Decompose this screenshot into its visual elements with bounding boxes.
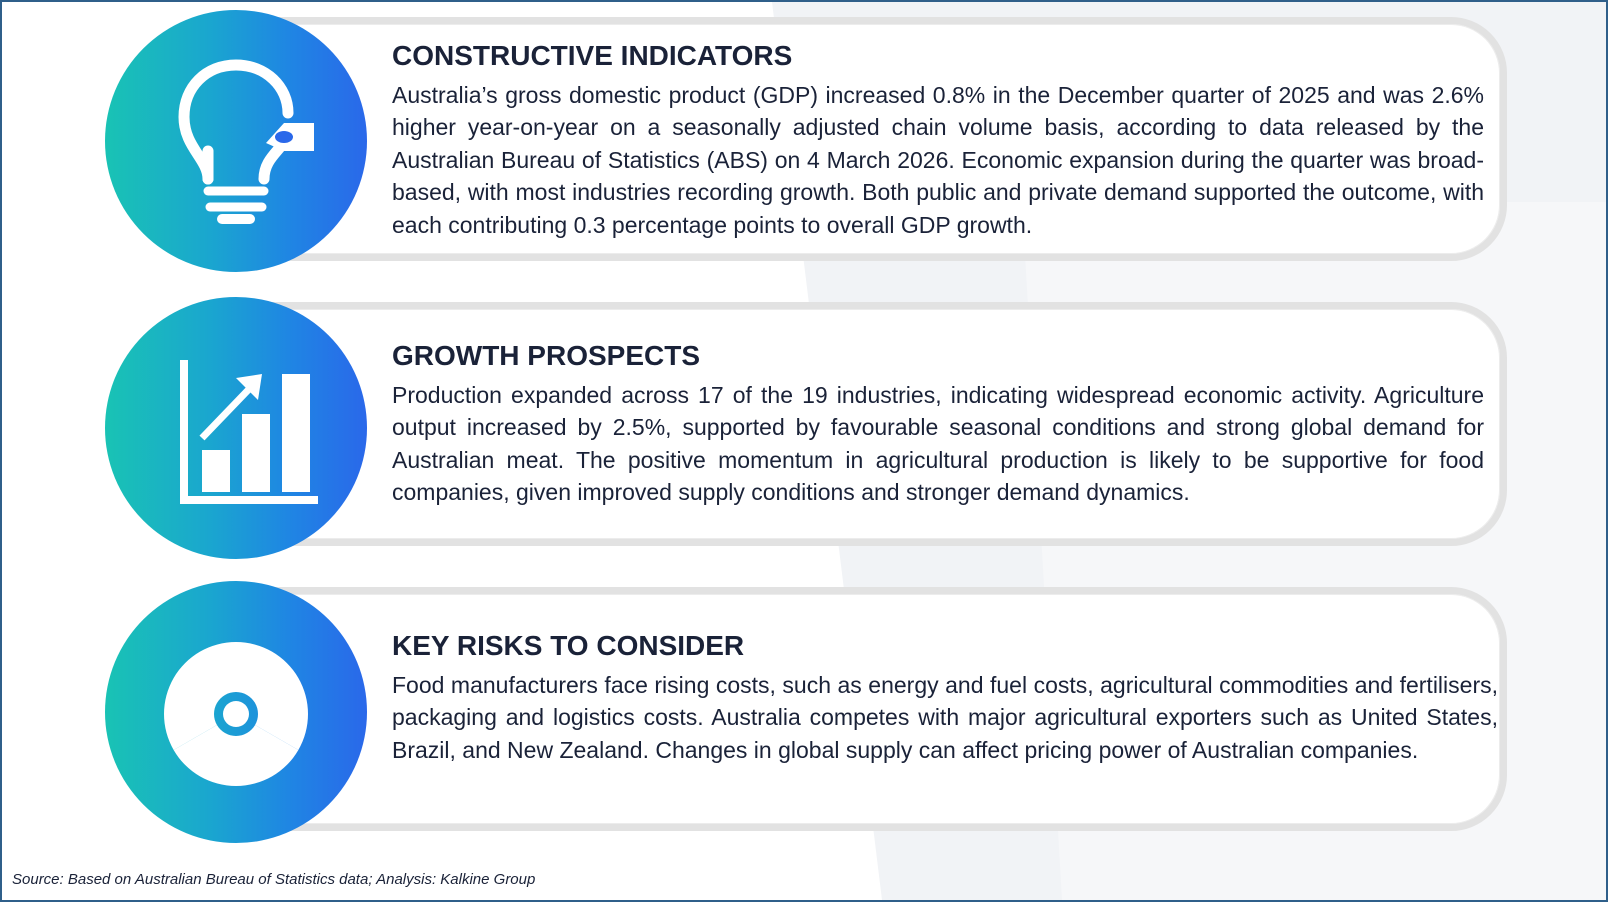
section-icon-circle bbox=[105, 581, 367, 843]
section-title: GROWTH PROSPECTS bbox=[392, 340, 701, 371]
section-content bbox=[392, 629, 1498, 766]
section-title: KEY RISKS TO CONSIDER bbox=[392, 630, 745, 661]
source-caption: Source: Based on Australian Bureau of Statistics data; Analysis: Kalkine Group bbox=[12, 871, 536, 888]
section-content bbox=[392, 39, 1484, 241]
lightbulb-icon bbox=[146, 51, 326, 231]
section-icon-circle bbox=[105, 297, 367, 559]
section-body: Australia’s gross domestic product (GDP) increased 0.8% in the December quarter of 2025 and was 2.6% higher year-on-year on a seasonally adjusted chain volume basis, according to data released by the Australian Bureau of Statistics (ABS) on 4 March 2026. Economic expansion during the quarter was broad-based, with most industries recording growth. Both public and private demand supported the outcome, with each contributing 0.3 percentage points to overall GDP growth. bbox=[392, 82, 1484, 238]
section-body: Food manufacturers face rising costs, such as energy and fuel costs, agricultural commodities and fertilisers, packaging and logistics costs. Australia competes with major agricultural exporters such as United States, Brazil, and New Zealand. Changes in global supply can affect pricing power of Australian companies. bbox=[392, 672, 1498, 763]
section-content bbox=[392, 339, 1484, 509]
growth-chart-icon bbox=[146, 338, 326, 518]
section-title: CONSTRUCTIVE INDICATORS bbox=[392, 40, 793, 71]
section-body: Production expanded across 17 of the 19 industries, indicating widespread economic activity. Agriculture output increased by 2.5%, supported by favourable seasonal conditions and strong global demand for Australian meat. The positive momentum in agricultural production is likely to be supportive for food companies, given improved supply conditions and stronger demand dynamics. bbox=[392, 382, 1484, 506]
radiation-hazard-icon bbox=[146, 622, 326, 802]
section-icon-circle bbox=[105, 10, 367, 272]
